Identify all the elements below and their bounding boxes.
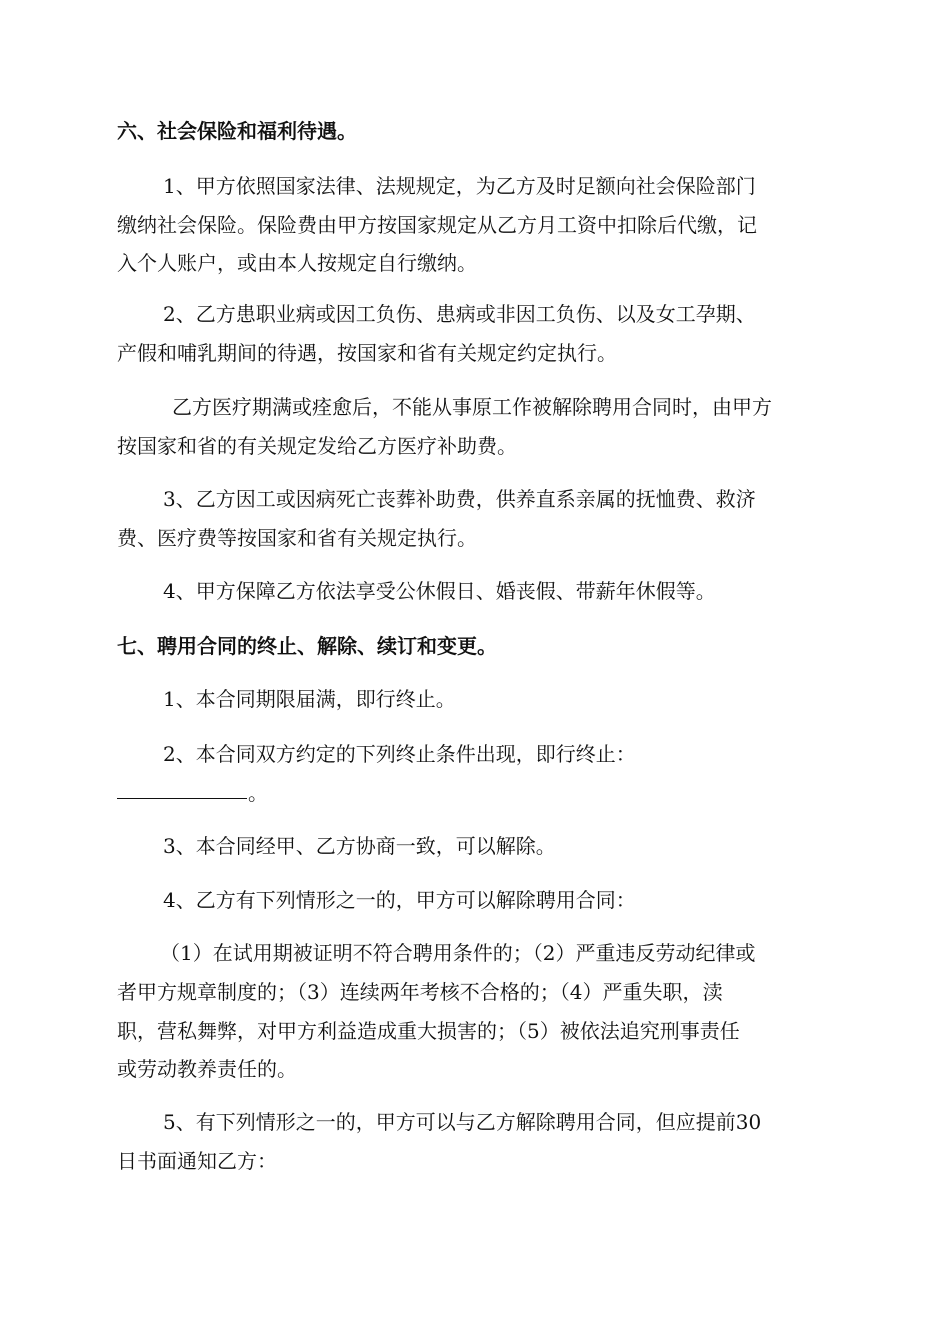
paragraph-line: 2、本合同双方约定的下列终止条件出现，即行终止： [163,742,636,766]
paragraph-line: 2、乙方患职业病或因工负伤、患病或非因工负伤、以及女工孕期、 [163,302,756,326]
fill-in-blank [117,798,247,799]
paragraph-line: 职，营私舞弊，对甲方利益造成重大损害的；（5）被依法追究刑事责任 [117,1019,740,1043]
paragraph-line: 3、本合同经甲、乙方协商一致，可以解除。 [163,834,556,858]
paragraph-line: 1、本合同期限届满，即行终止。 [163,687,456,711]
paragraph-line: （1）在试用期被证明不符合聘用条件的；（2）严重违反劳动纪律或 [160,941,756,965]
paragraph-line: 入个人账户，或由本人按规定自行缴纳。 [117,251,477,275]
paragraph-line: 按国家和省的有关规定发给乙方医疗补助费。 [117,434,517,458]
paragraph-line: 。 [248,781,268,805]
paragraph-line: 费、医疗费等按国家和省有关规定执行。 [117,526,477,550]
section-heading-6: 六、社会保险和福利待遇。 [117,119,357,143]
section-heading-7: 七、聘用合同的终止、解除、续订和变更。 [117,634,497,658]
paragraph-line: 或劳动教养责任的。 [117,1057,297,1081]
paragraph-line: 日书面通知乙方： [117,1149,277,1173]
paragraph-line: 4、甲方保障乙方依法享受公休假日、婚丧假、带薪年休假等。 [163,579,716,603]
paragraph-line: 产假和哺乳期间的待遇，按国家和省有关规定约定执行。 [117,341,617,365]
paragraph-line: 3、乙方因工或因病死亡丧葬补助费，供养直系亲属的抚恤费、救济 [163,487,756,511]
paragraph-line: 者甲方规章制度的；（3）连续两年考核不合格的；（4）严重失职，渎 [117,980,723,1004]
paragraph-line: 缴纳社会保险。保险费由甲方按国家规定从乙方月工资中扣除后代缴，记 [117,213,757,237]
paragraph-line: 乙方医疗期满或痊愈后，不能从事原工作被解除聘用合同时，由甲方 [172,395,772,419]
paragraph-line: 4、乙方有下列情形之一的，甲方可以解除聘用合同： [163,888,636,912]
paragraph-line: 1、甲方依照国家法律、法规规定，为乙方及时足额向社会保险部门 [163,174,756,198]
paragraph-line: 5、有下列情形之一的，甲方可以与乙方解除聘用合同，但应提前30 [163,1110,762,1134]
